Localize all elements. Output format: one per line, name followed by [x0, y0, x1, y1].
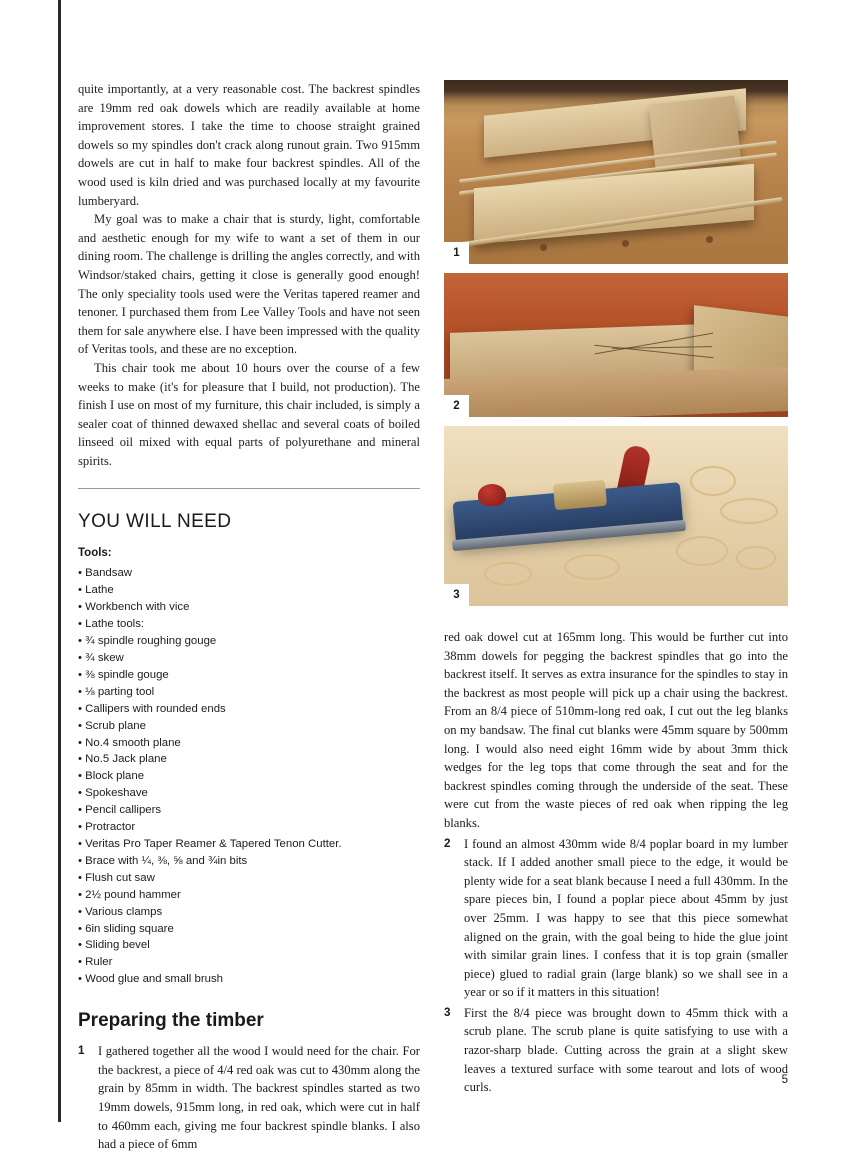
- list-item: • Sliding bevel: [78, 937, 420, 954]
- body-paragraph: My goal was to make a chair that is sturdy, light, comfortable and aesthetic enough for my wife to want a set of them in our dining room. The challenge is drilling the angles correctly, and with Windsor/staked chairs, getting it close is generally good enough! The only speciality tools used were the Veritas tapered reamer and tenoner. I purchased them from Lee Valley Tools and have not seen them for sale anywhere else. I have been impressed with the quality of Veritas tools, and these are no exception.: [78, 212, 420, 357]
- photo-hand-plane-shavings: [444, 426, 788, 606]
- list-item: • ⅜ spindle gouge: [78, 667, 420, 684]
- photo-caption-number: 3: [444, 584, 469, 606]
- list-item: • Ruler: [78, 954, 420, 971]
- list-item: • Bandsaw: [78, 565, 420, 582]
- photo-shape-shaving: [720, 498, 778, 524]
- step-text: First the 8/4 piece was brought down to 45mm thick with a scrub plane. The scrub plane is quite satisfying to use with a razor-sharp blade. Cutting across the grain at a slight skew leaves a textured surface with some tearout and lots of wood curls.: [464, 1005, 788, 1095]
- list-item: • Protractor: [78, 819, 420, 836]
- page-body: [78, 0, 788, 1152]
- list-item: • 6in sliding square: [78, 921, 420, 938]
- step-number: 2: [444, 836, 451, 850]
- step-text: I gathered together all the wood I would need for the chair. For the backrest, a piece of 4/4 red oak was cut to 430mm along the grain by 85mm in width. The backrest spindles started as two 19mm dowels, 915mm long, in red oak, which were cut in half to 460mm each, giving me four backrest spindle blanks. I also had a piece of 6mm: [98, 1044, 420, 1152]
- photo-shape-shaving: [690, 466, 736, 496]
- page-number: 5: [781, 1074, 788, 1086]
- list-item: • Lathe: [78, 582, 420, 599]
- photo-shape-shaving: [564, 554, 620, 580]
- list-item: • Flush cut saw: [78, 870, 420, 887]
- page-edge-rule: [58, 0, 61, 1122]
- body-paragraph: quite importantly, at a very reasonable cost. The backrest spindles are 19mm red oak dowels which are readily available at home improvement stores. I take the time to choose straight grained dowels so my spindles don't crack along runout grain. Two 915mm dowels are cut in half to make four backrest spindles. All of the wood used is kiln dried and was purchased locally at my favourite lumberyard.: [78, 82, 420, 208]
- list-item: • Spokeshave: [78, 785, 420, 802]
- list-item: • Various clamps: [78, 904, 420, 921]
- step-item: [78, 1042, 420, 1154]
- section-divider: [78, 488, 420, 489]
- photo-shape-shaving: [736, 546, 776, 570]
- list-item: • Lathe tools:: [78, 616, 420, 633]
- list-item: • No.5 Jack plane: [78, 751, 420, 768]
- photo-shape-lever-cap: [553, 480, 607, 510]
- photo-lumber-on-workbench: [444, 80, 788, 264]
- list-item: • Brace with ¼, ⅜, ⅝ and ¾in bits: [78, 853, 420, 870]
- step-text: I found an almost 430mm wide 8/4 poplar board in my lumber stack. If I added another small piece to the edge, it would be plenty wide for a seat blank because I need a full 430mm. In the spare pieces bin, I found a poplar piece about 45mm by just over 25mm. I was happy to see that this piece somewhat aligned on the grain, with the goal being to hide the glue joint with similar grain lines. I confess that it is top grain (smaller piece) glued to radial grain (large blank) so we shall see in a year or so if it matters in this situation!: [464, 836, 788, 1000]
- photo-shape-benchdog-hole: [706, 236, 713, 243]
- list-item: • 2½ pound hammer: [78, 887, 420, 904]
- step-number: 1: [78, 1044, 85, 1058]
- photo-shape-shaving: [484, 562, 532, 586]
- list-item: • ¾ skew: [78, 650, 420, 667]
- list-item: • Pencil callipers: [78, 802, 420, 819]
- list-item: • Workbench with vice: [78, 599, 420, 616]
- step-item: [444, 1004, 788, 1097]
- list-item: • Wood glue and small brush: [78, 971, 420, 988]
- body-paragraph: This chair took me about 10 hours over the course of a few weeks to make (it's for pleasure that I build, not production). The finish I use on most of my furniture, this chair included, is simply a sealer coat of thinned dewaxed shellac and several coats of boiled linseed oil mixed with equal parts of polyurethane and mineral spirits.: [78, 360, 420, 468]
- list-item: • ¾ spindle roughing gouge: [78, 633, 420, 650]
- list-item: • Veritas Pro Taper Reamer & Tapered Tenon Cutter.: [78, 836, 420, 853]
- tools-list: [78, 565, 420, 988]
- photo-caption-number: 2: [444, 395, 469, 417]
- list-item: • Callipers with rounded ends: [78, 701, 420, 718]
- step-number: 3: [444, 1005, 451, 1019]
- photo-caption-number: 1: [444, 242, 469, 264]
- step-item: [444, 835, 788, 1002]
- photo-board-end-layout-lines: [444, 273, 788, 417]
- list-item: • Scrub plane: [78, 718, 420, 735]
- you-will-need-heading: YOU WILL NEED: [78, 511, 232, 533]
- photo-shape-plane-knob: [478, 484, 506, 506]
- photo-shape-shaving: [676, 536, 728, 566]
- left-column: [78, 80, 420, 1156]
- photo-shape-benchdog-hole: [622, 240, 629, 247]
- preparing-the-timber-heading: Preparing the timber: [78, 1010, 264, 1032]
- list-item: • Block plane: [78, 768, 420, 785]
- photo-shape-benchdog-hole: [540, 244, 547, 251]
- tools-label: Tools:: [78, 547, 112, 560]
- column-spacer: [444, 606, 788, 628]
- right-column: [444, 80, 788, 1099]
- list-item: • No.4 smooth plane: [78, 735, 420, 752]
- list-item: • ⅛ parting tool: [78, 684, 420, 701]
- step-continuation-text: red oak dowel cut at 165mm long. This would be further cut into 38mm dowels for pegging the backrest spindles that go into the backrest itself. It serves as extra insurance for the spindles to stay in the backrest as most people will pick up a chair using the backrest. From an 8/4 piece of 510mm-long red oak, I cut out the leg blanks on my bandsaw. The final cut blanks were 45mm square by 500mm long. I would also need eight 16mm wide by about 3mm thick wedges for the leg tops that come through the seat and for the backrest spindles coming through the underside of the seat. These were cut from the waste pieces of red oak when ripping the leg blanks.: [444, 630, 788, 830]
